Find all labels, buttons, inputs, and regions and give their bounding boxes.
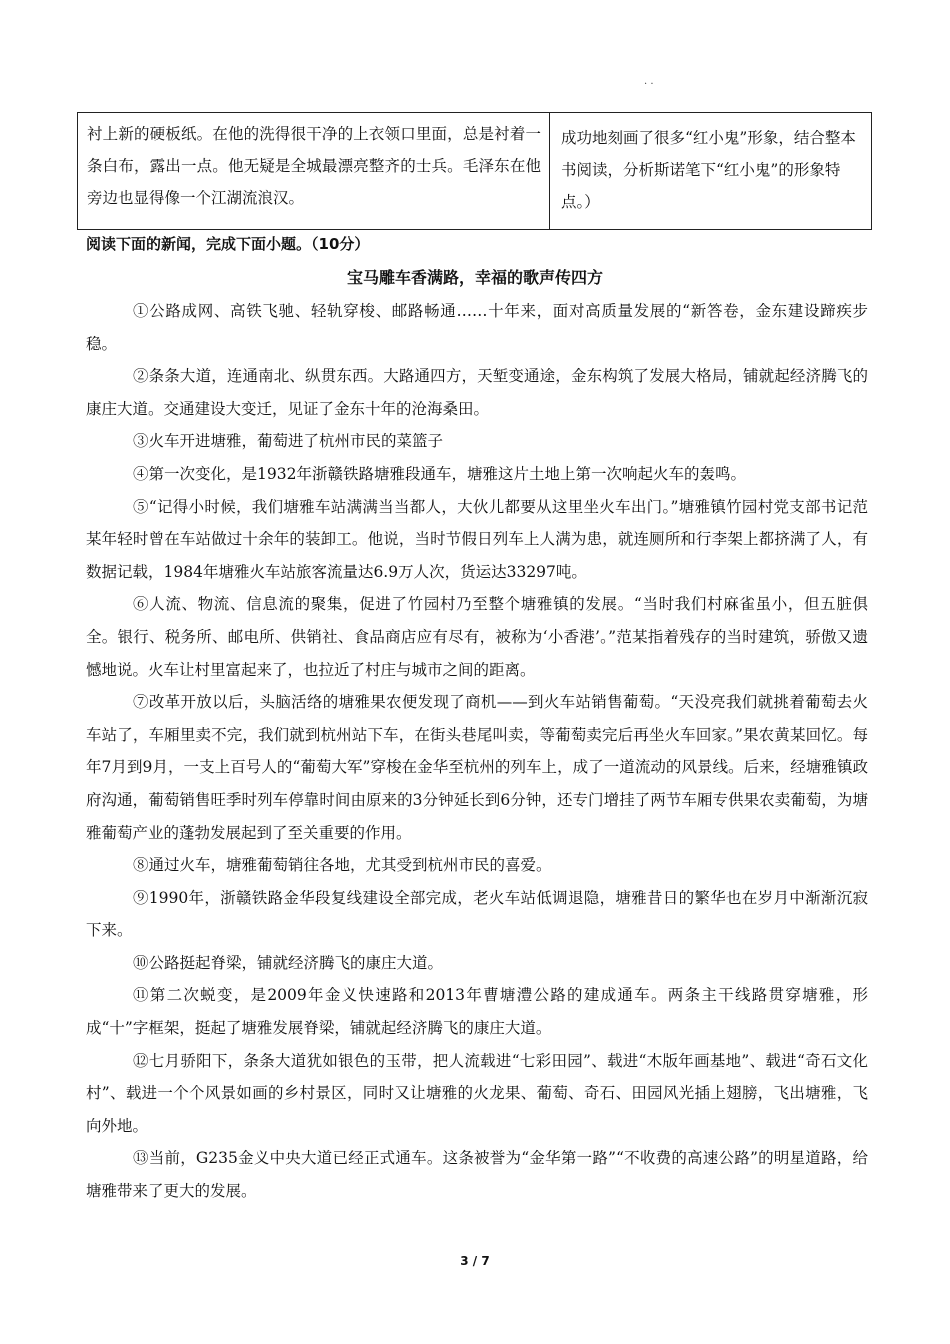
page-number: 3 / 7 <box>460 1254 490 1268</box>
paragraph-13: ⑬当前，G235金义中央大道已经正式通车。这条被誉为“金华第一路”“不收费的高速公路”的明星道路，给塘雅带来了更大的发展。 <box>86 1149 868 1201</box>
table-right-cell: 成功地刻画了很多“红小鬼”形象，结合整本书阅读，分析斯诺笔下“红小鬼”的形象特点。） <box>561 129 856 211</box>
table-left-cell: 衬上新的硬板纸。在他的洗得很干净的上衣领口里面，总是衬着一条白布，露出一点。他无疑是全城最漂亮整齐的士兵。毛泽东在他旁边也显得像一个江湖流浪汉。 <box>78 113 550 229</box>
paragraph-12: ⑫七月骄阳下，条条大道犹如银色的玉带，把人流载进“七彩田园”、载进“木版年画基地”、载进“奇石文化村”、载进一个个风景如画的乡村景区，同时又让塘雅的火龙果、葡萄、奇石、田园风光插上翅膀，飞出塘雅，飞向外地。 <box>86 1051 868 1135</box>
paragraph-3: ③火车开进塘雅，葡萄进了杭州市民的菜篮子 <box>133 432 444 451</box>
article-title: 宝马雕车香满路，幸福的歌声传四方 <box>346 268 603 287</box>
question-table <box>77 112 872 230</box>
header-dots: . . <box>644 76 654 87</box>
paragraph-4: ④第一次变化，是1932年浙赣铁路塘雅段通车，塘雅这片土地上第一次响起火车的轰鸣。 <box>133 464 746 483</box>
paragraph-5: ⑤“记得小时候，我们塘雅车站满满当当都人，大伙儿都要从这里坐火车出门。”塘雅镇竹园村党支部书记范某年轻时曾在车站做过十余年的装卸工。他说，当时节假日列车上人满为患，就连厕所和行李架上都挤满了人，有数据记载，1984年塘雅火车站旅客流量达6.9万人次，货运达33297吨。 <box>86 497 868 581</box>
paragraph-8: ⑧通过火车，塘雅葡萄销往各地，尤其受到杭州市民的喜爱。 <box>133 856 552 875</box>
paragraph-2: ②条条大道，连通南北、纵贯东西。大路通四方，天堑变通途，金东构筑了发展大格局，铺就起经济腾飞的康庄大道。交通建设大变迁，见证了金东十年的沧海桑田。 <box>86 367 868 418</box>
paragraph-1: ①公路成网、高铁飞驰、轻轨穿梭、邮路畅通……十年来，面对高质量发展的“新答卷，金东建设蹄疾步稳。 <box>86 302 868 353</box>
article-body <box>86 295 868 1208</box>
paragraph-9: ⑨1990年，浙赣铁路金华段复线建设全部完成，老火车站低调退隐，塘雅昔日的繁华也在岁月中渐渐沉寂下来。 <box>86 888 868 940</box>
paragraph-11: ⑪第二次蜕变，是2009年金义快速路和2013年曹塘澧公路的建成通车。两条主干线路贯穿塘雅，形成“十”字框架，挺起了塘雅发展脊梁，铺就起经济腾飞的康庄大道。 <box>86 986 868 1038</box>
paragraph-7: ⑦改革开放以后，头脑活络的塘雅果农便发现了商机——到火车站销售葡萄。“天没亮我们就挑着葡萄去火车站了，车厢里卖不完，我们就到杭州站下车，在街头巷尾叫卖，等葡萄卖完后再坐火车回家。”果农黄某回忆。每年7月到9月，一支上百号人的“葡萄大军”穿梭在金华至杭州的列车上，成了一道流动的风景线。后来，经塘雅镇政府沟通，葡萄销售旺季时列车停靠时间由原来的3分钟延长到6分钟，还专门增挂了两节车厢专供果农卖葡萄，为塘雅葡萄产业的蓬勃发展起到了至关重要的作用。 <box>86 693 868 842</box>
paragraph-6: ⑥人流、物流、信息流的聚集，促进了竹园村乃至整个塘雅镇的发展。“当时我们村麻雀虽小，但五脏俱全。银行、税务所、邮电所、供销社、食品商店应有尽有，被称为‘小香港’。”范某指着残存的当时建筑，骄傲又遗憾地说。火车让村里富起来了，也拉近了村庄与城市之间的距离。 <box>86 595 868 679</box>
reading-instruction: 阅读下面的新闻，完成下面小题。（10分） <box>86 235 370 253</box>
paragraph-10: ⑩公路挺起脊梁，铺就经济腾飞的康庄大道。 <box>133 953 444 972</box>
